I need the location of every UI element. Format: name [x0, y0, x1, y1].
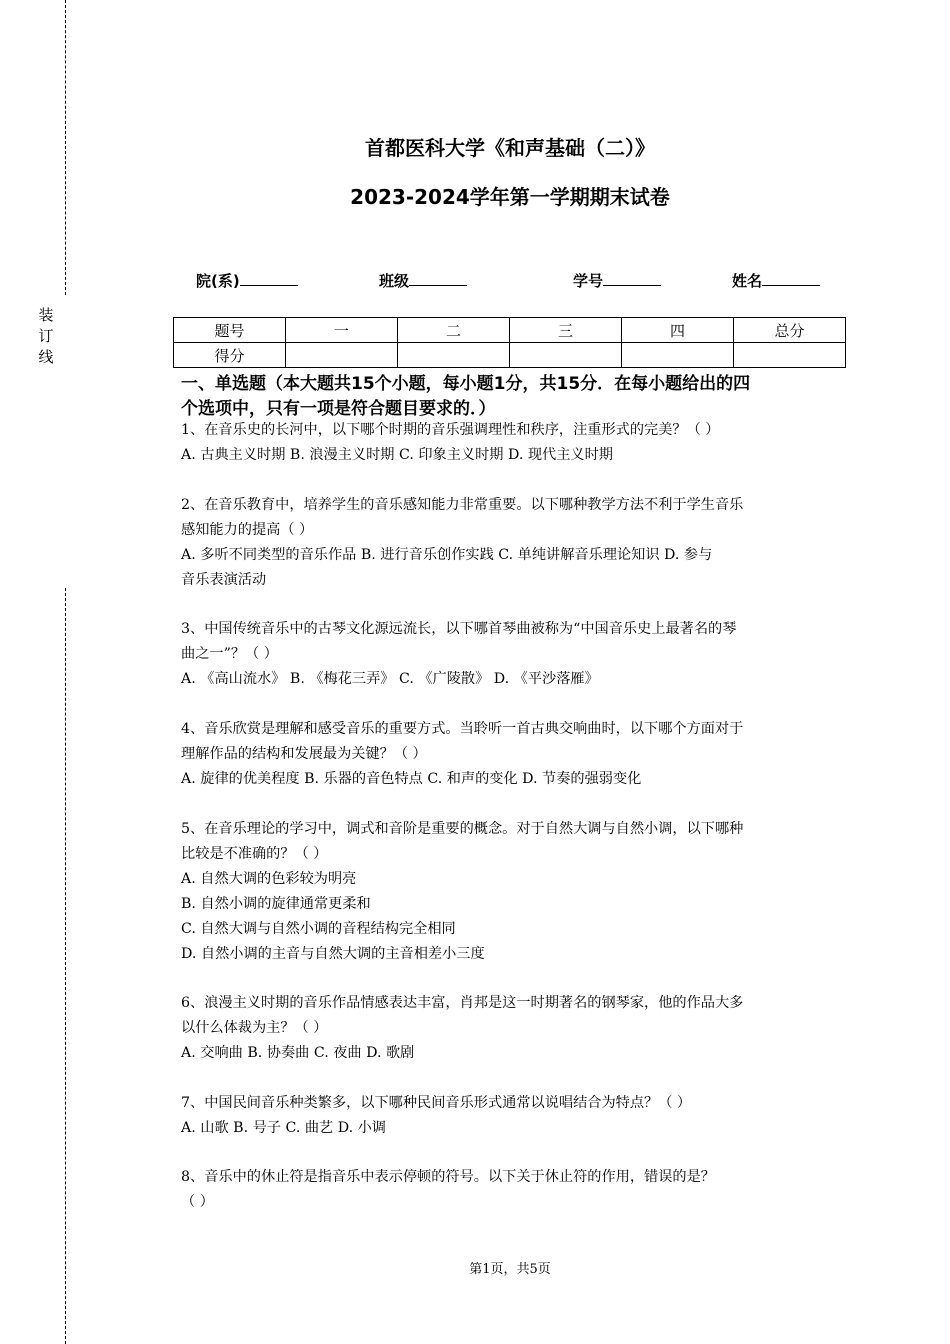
score-table-header-cell: 总分 — [734, 318, 846, 343]
student-id-label: 学号 — [573, 272, 604, 290]
question-line: 3、中国传统音乐中的古琴文化源远流长，以下哪首琴曲被称为“中国音乐史上最著名的琴 — [181, 621, 737, 637]
section-1-heading — [181, 372, 846, 422]
question-line: 1、在音乐史的长河中，以下哪个时期的音乐强调理性和秩序，注重形式的完美？（ ） — [181, 422, 720, 438]
score-table-score-row — [174, 343, 846, 368]
name-blank — [762, 271, 820, 286]
score-table — [173, 317, 846, 368]
question-line: A. 《高山流水》 B. 《梅花三弄》 C. 《广陵散》 D. 《平沙落雁》 — [181, 671, 599, 687]
score-table-header-cell: 二 — [398, 318, 510, 343]
question-line: A. 自然大调的色彩较为明亮 — [181, 871, 357, 887]
college-label: 院(系) — [196, 272, 240, 290]
name-label: 姓名 — [732, 272, 763, 290]
question-5 — [181, 817, 846, 967]
section-heading-line: 个选项中，只有一项是符合题目要求的．） — [181, 399, 496, 419]
question-line: 8、音乐中的休止符是指音乐中表示停顿的符号。以下关于休止符的作用，错误的是？ — [181, 1169, 715, 1185]
exam-title-line1: 首都医科大学《和声基础（二）》 — [365, 136, 655, 160]
class-label: 班级 — [379, 272, 410, 290]
score-table-header-row — [174, 318, 846, 343]
question-line: 2、在音乐教育中，培养学生的音乐感知能力非常重要。以下哪种教学方法不利于学生音乐 — [181, 497, 744, 513]
binding-char: 线 — [38, 348, 54, 366]
question-line: 5、在音乐理论的学习中，调式和音阶是重要的概念。对于自然大调与自然小调，以下哪种 — [181, 821, 744, 837]
question-8 — [181, 1165, 846, 1215]
binding-char: 订 — [38, 327, 54, 345]
score-cell — [286, 343, 398, 368]
question-3 — [181, 617, 846, 692]
question-line: （ ） — [181, 1194, 214, 1210]
question-line: A. 山歌 B. 号子 C. 曲艺 D. 小调 — [181, 1120, 386, 1136]
question-line: 以什么体裁为主？（ ） — [181, 1020, 328, 1036]
score-cell — [398, 343, 510, 368]
score-cell — [622, 343, 734, 368]
question-line: D. 自然小调的主音与自然大调的主音相差小三度 — [181, 946, 485, 962]
student-id-blank — [603, 271, 661, 286]
question-4 — [181, 717, 846, 792]
question-line: C. 自然大调与自然小调的音程结构完全相同 — [181, 921, 456, 937]
question-line: 比较是不准确的？（ ） — [181, 846, 328, 862]
college-blank — [240, 271, 298, 286]
score-table-header-cell: 一 — [286, 318, 398, 343]
binding-char: 装 — [38, 306, 54, 324]
score-table-header-cell: 三 — [510, 318, 622, 343]
question-1 — [181, 418, 846, 468]
score-table-header-cell: 题号 — [174, 318, 286, 343]
student-id-field — [573, 270, 661, 291]
section-heading-line: 一、单选题（本大题共15个小题，每小题1分，共15分．在每小题给出的四 — [181, 374, 751, 394]
question-line: B. 自然小调的旋律通常更柔和 — [181, 896, 371, 912]
question-6 — [181, 991, 846, 1066]
question-2 — [181, 493, 846, 593]
question-line: 音乐表演活动 — [181, 572, 267, 588]
question-line: 感知能力的提高（ ） — [181, 522, 314, 538]
college-field — [196, 270, 298, 291]
page-footer: 第1页，共5页 — [469, 1262, 551, 1277]
binding-dashed-line-bottom — [65, 588, 66, 1344]
question-line: 7、中国民间音乐种类繁多，以下哪种民间音乐形式通常以说唱结合为特点？（ ） — [181, 1095, 692, 1111]
class-blank — [409, 271, 467, 286]
question-line: 曲之一”？（ ） — [181, 646, 278, 662]
binding-label — [36, 305, 56, 368]
score-cell — [734, 343, 846, 368]
score-table-row-label: 得分 — [174, 343, 286, 368]
question-line: A. 多听不同类型的音乐作品 B. 进行音乐创作实践 C. 单纯讲解音乐理论知识 D. 参与 — [181, 547, 713, 563]
question-line: 理解作品的结构和发展最为关键？（ ） — [181, 746, 427, 762]
question-7 — [181, 1091, 846, 1141]
question-line: 4、音乐欣赏是理解和感受音乐的重要方式。当聆听一首古典交响曲时，以下哪个方面对于 — [181, 721, 744, 737]
exam-title-line2: 2023-2024学年第一学期期末试卷 — [350, 185, 670, 209]
class-field — [379, 270, 467, 291]
question-line: A. 交响曲 B. 协奏曲 C. 夜曲 D. 歌剧 — [181, 1045, 415, 1061]
score-cell — [510, 343, 622, 368]
name-field — [732, 270, 820, 291]
question-line: A. 古典主义时期 B. 浪漫主义时期 C. 印象主义时期 D. 现代主义时期 — [181, 447, 613, 463]
score-table-header-cell: 四 — [622, 318, 734, 343]
question-line: 6、浪漫主义时期的音乐作品情感表达丰富，肖邦是这一时期著名的钢琴家，他的作品大多 — [181, 995, 744, 1011]
question-line: A. 旋律的优美程度 B. 乐器的音色特点 C. 和声的变化 D. 节奏的强弱变化 — [181, 771, 642, 787]
